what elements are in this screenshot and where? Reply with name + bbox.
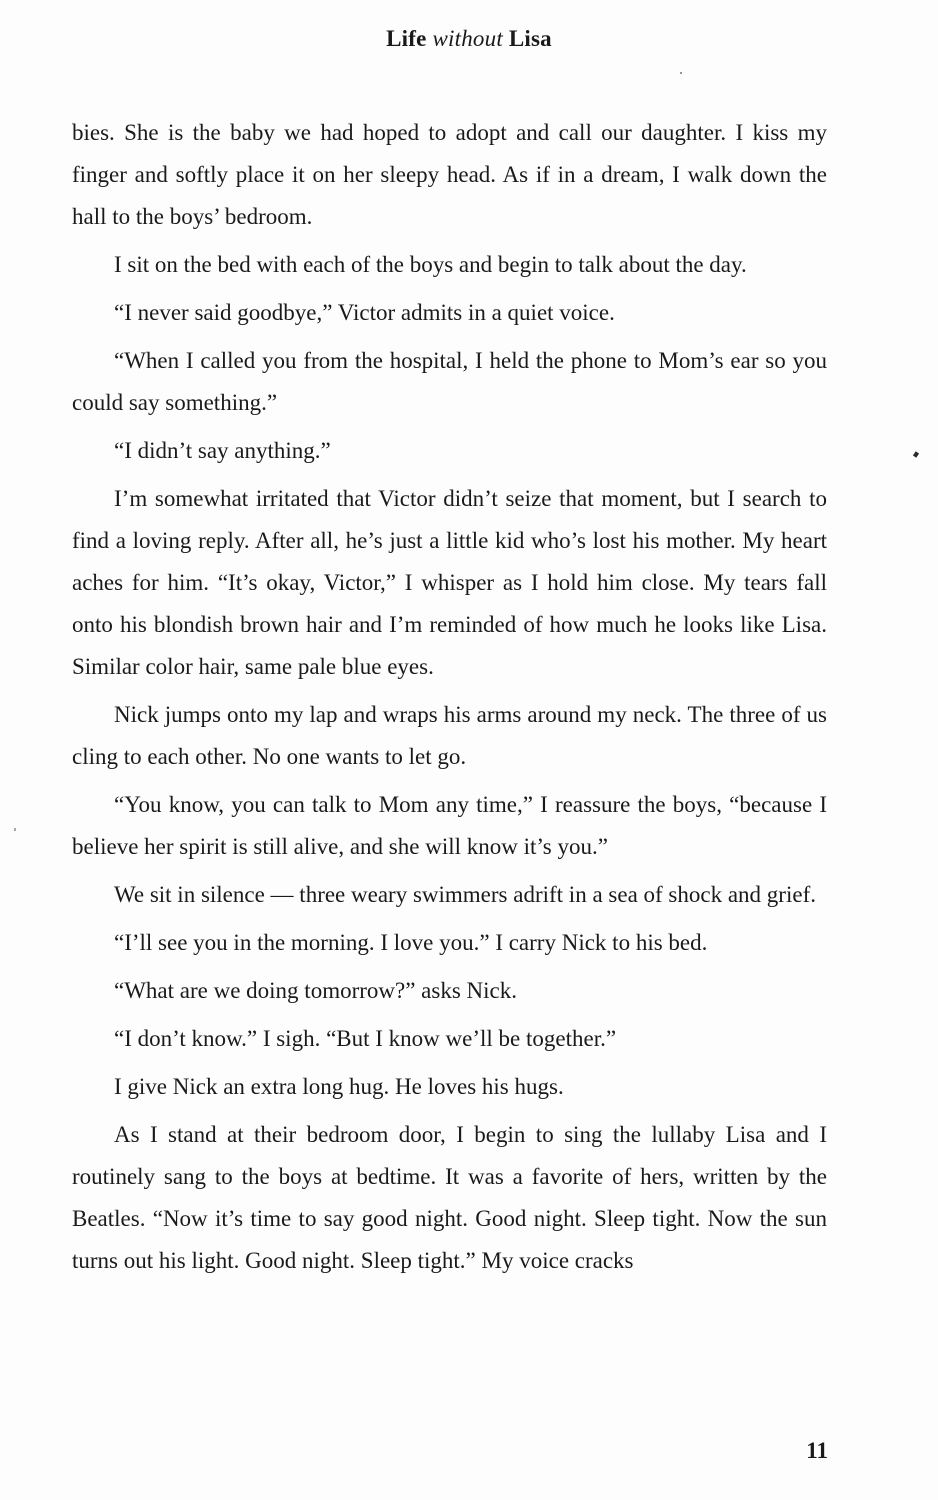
paragraph: “I don’t know.” I sigh. “But I know we’ll be together.” (114, 1026, 617, 1051)
paragraph: “I’ll see you in the morning. I love you.” I carry Nick to his bed. (114, 930, 708, 955)
paragraph: I give Nick an extra long hug. He loves his hugs. (114, 1074, 564, 1099)
header-title-italic: without (432, 26, 503, 51)
page-number: 11 (806, 1438, 828, 1463)
paragraph: I sit on the bed with each of the boys and begin to talk about the day. (114, 252, 747, 277)
paragraph: “I didn’t say anything.” (114, 438, 331, 463)
paragraph: “What are we doing tomorrow?” asks Nick. (114, 978, 517, 1003)
running-header (0, 26, 938, 52)
paragraph: bies. She is the baby we had hoped to adopt and call our daughter. I kiss my finger and softly place it on her sleepy head. As if in a dream, I walk down the hall to the boys’ bedroom. (72, 120, 827, 229)
header-title-part2: Lisa (508, 26, 552, 51)
paragraph: “When I called you from the hospital, I held the phone to Mom’s ear so you could say something.” (72, 348, 827, 415)
header-title-part1: Life (386, 26, 427, 51)
paragraph: “I never said goodbye,” Victor admits in a quiet voice. (114, 300, 615, 325)
scan-speck (14, 828, 16, 831)
paragraph: Nick jumps onto my lap and wraps his arms around my neck. The three of us cling to each other. No one wants to let go. (72, 702, 827, 769)
body-text (72, 112, 827, 1288)
scan-speck (680, 72, 682, 74)
scan-speck (913, 451, 919, 457)
paragraph: We sit in silence — three weary swimmers adrift in a sea of shock and grief. (114, 882, 816, 907)
paragraph: “You know, you can talk to Mom any time,” I reassure the boys, “because I believe her spirit is still alive, and she will know it’s you.” (72, 792, 827, 859)
paragraph: As I stand at their bedroom door, I begin to sing the lullaby Lisa and I routinely sang to the boys at bedtime. It was a favorite of hers, written by the Beatles. “Now it’s time to say good night. Good night. Sleep tight. Now the sun turns out his light. Good night. Sleep tight.” My voice cracks (72, 1122, 827, 1273)
paragraph: I’m somewhat irritated that Victor didn’t seize that moment, but I search to find a loving reply. After all, he’s just a little kid who’s lost his mother. My heart aches for him. “It’s okay, Victor,” I whisper as I hold him close. My tears fall onto his blondish brown hair and I’m reminded of how much he looks like Lisa. Similar color hair, same pale blue eyes. (72, 486, 827, 679)
